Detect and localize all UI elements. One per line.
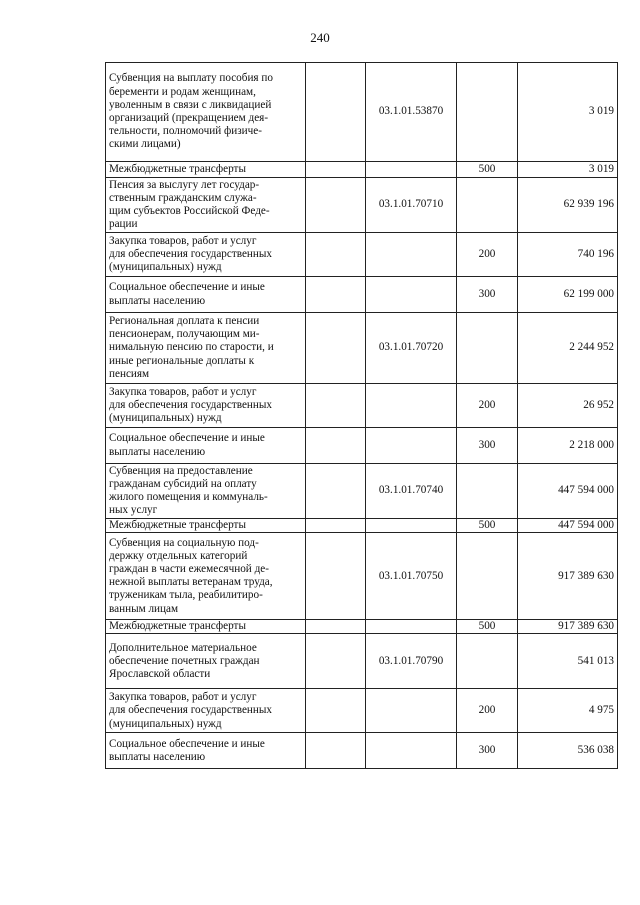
- empty-cell: [306, 464, 366, 519]
- empty-cell: [306, 233, 366, 277]
- budget-table: [105, 62, 618, 769]
- expense-type: [457, 634, 518, 689]
- table-row: [106, 464, 618, 519]
- table-row: [106, 634, 618, 689]
- empty-cell: [306, 428, 366, 464]
- row-name: Социальное обеспечение и иные выплаты населению: [106, 277, 306, 313]
- expense-type: 300: [457, 428, 518, 464]
- table-row: [106, 277, 618, 313]
- expense-type: [457, 63, 518, 162]
- target-code: [366, 519, 457, 533]
- empty-cell: [306, 178, 366, 233]
- expense-type: 500: [457, 620, 518, 634]
- row-name: Субвенция на социальную под- держку отдельных категорий граждан в части ежемесячной де- нежной выплаты ветеранам труда, труженикам тыла, реабилитиро- ванным лицам: [106, 533, 306, 620]
- row-name: Субвенция на предоставление гражданам субсидий на оплату жилого помещения и коммуналь- ных услуг: [106, 464, 306, 519]
- expense-type: 200: [457, 233, 518, 277]
- target-code: 03.1.01.70740: [366, 464, 457, 519]
- row-name: Социальное обеспечение и иные выплаты населению: [106, 428, 306, 464]
- target-code: [366, 162, 457, 178]
- row-name: Межбюджетные трансферты: [106, 519, 306, 533]
- amount: 3 019: [518, 63, 618, 162]
- row-name: Закупка товаров, работ и услуг для обеспечения государственных (муниципальных) нужд: [106, 384, 306, 428]
- amount: 740 196: [518, 233, 618, 277]
- empty-cell: [306, 634, 366, 689]
- table-row: [106, 63, 618, 162]
- expense-type: 500: [457, 519, 518, 533]
- target-code: 03.1.01.53870: [366, 63, 457, 162]
- empty-cell: [306, 533, 366, 620]
- amount: 541 013: [518, 634, 618, 689]
- table-row: [106, 384, 618, 428]
- expense-type: 300: [457, 733, 518, 769]
- amount: 62 939 196: [518, 178, 618, 233]
- empty-cell: [306, 162, 366, 178]
- target-code: [366, 428, 457, 464]
- expense-type: 200: [457, 384, 518, 428]
- empty-cell: [306, 313, 366, 384]
- target-code: 03.1.01.70710: [366, 178, 457, 233]
- expense-type: [457, 533, 518, 620]
- target-code: [366, 277, 457, 313]
- table-row: [106, 733, 618, 769]
- expense-type: 500: [457, 162, 518, 178]
- empty-cell: [306, 384, 366, 428]
- amount: 917 389 630: [518, 533, 618, 620]
- table-row: [106, 689, 618, 733]
- table-row: [106, 162, 618, 178]
- target-code: [366, 384, 457, 428]
- target-code: [366, 620, 457, 634]
- target-code: [366, 233, 457, 277]
- empty-cell: [306, 620, 366, 634]
- table-row: [106, 533, 618, 620]
- amount: 447 594 000: [518, 464, 618, 519]
- amount: 26 952: [518, 384, 618, 428]
- target-code: [366, 689, 457, 733]
- empty-cell: [306, 63, 366, 162]
- expense-type: [457, 178, 518, 233]
- row-name: Социальное обеспечение и иные выплаты населению: [106, 733, 306, 769]
- table-row: [106, 620, 618, 634]
- amount: 447 594 000: [518, 519, 618, 533]
- empty-cell: [306, 519, 366, 533]
- row-name: Дополнительное материальное обеспечение почетных граждан Ярославской области: [106, 634, 306, 689]
- target-code: 03.1.01.70720: [366, 313, 457, 384]
- page-number: 240: [310, 30, 330, 45]
- table-row: [106, 428, 618, 464]
- amount: 536 038: [518, 733, 618, 769]
- expense-type: [457, 464, 518, 519]
- row-name: Межбюджетные трансферты: [106, 620, 306, 634]
- table-row: [106, 178, 618, 233]
- table-row: [106, 313, 618, 384]
- expense-type: 200: [457, 689, 518, 733]
- row-name: Пенсия за выслугу лет государ- ственным гражданским служа- щим субъектов Российской Феде- рации: [106, 178, 306, 233]
- table-row: [106, 519, 618, 533]
- target-code: [366, 733, 457, 769]
- target-code: 03.1.01.70750: [366, 533, 457, 620]
- amount: 62 199 000: [518, 277, 618, 313]
- amount: 4 975: [518, 689, 618, 733]
- row-name: Закупка товаров, работ и услуг для обеспечения государственных (муниципальных) нужд: [106, 689, 306, 733]
- amount: 3 019: [518, 162, 618, 178]
- amount: 2 244 952: [518, 313, 618, 384]
- expense-type: 300: [457, 277, 518, 313]
- amount: 2 218 000: [518, 428, 618, 464]
- expense-type: [457, 313, 518, 384]
- row-name: Субвенция на выплату пособия по беременти и родам женщинам, уволенным в связи с ликвидацией организаций (прекращением дея- тельности, полномочий физиче- скими лицами): [106, 63, 306, 162]
- table-row: [106, 233, 618, 277]
- empty-cell: [306, 689, 366, 733]
- target-code: 03.1.01.70790: [366, 634, 457, 689]
- row-name: Межбюджетные трансферты: [106, 162, 306, 178]
- empty-cell: [306, 277, 366, 313]
- row-name: Закупка товаров, работ и услуг для обеспечения государственных (муниципальных) нужд: [106, 233, 306, 277]
- empty-cell: [306, 733, 366, 769]
- row-name: Региональная доплата к пенсии пенсионерам, получающим ми- нимальную пенсию по старости, и иные региональные доплаты к пенсиям: [106, 313, 306, 384]
- amount: 917 389 630: [518, 620, 618, 634]
